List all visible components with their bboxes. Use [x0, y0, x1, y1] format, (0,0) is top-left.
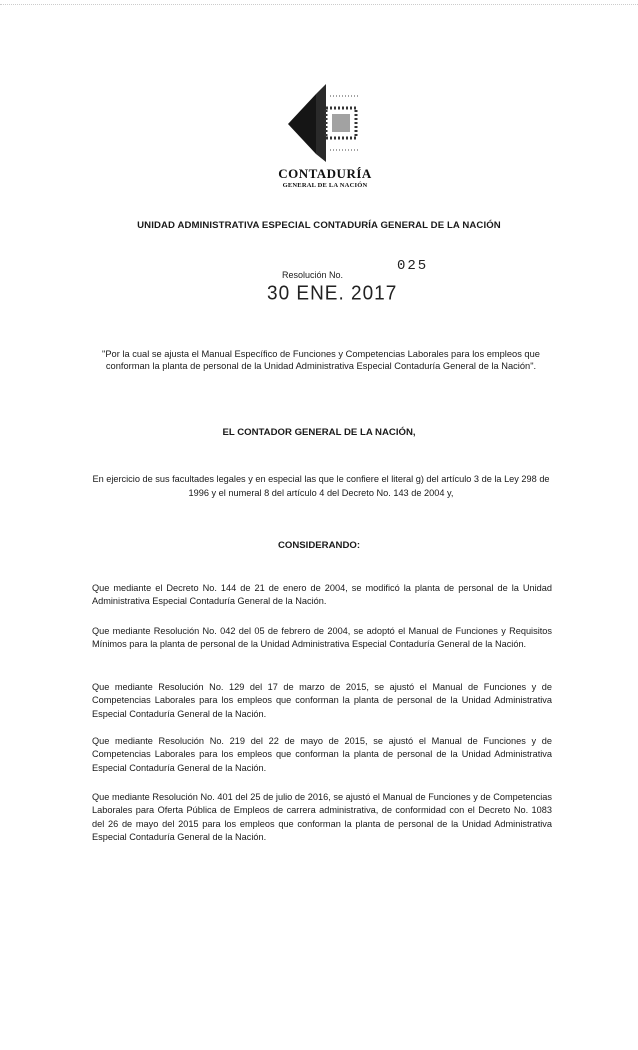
entity-title: UNIDAD ADMINISTRATIVA ESPECIAL CONTADURÍA GENERAL DE LA NACIÓN	[137, 220, 501, 231]
logo-wordmark: CONTADURÍA	[278, 166, 372, 181]
institution-logo	[270, 82, 380, 194]
considering-heading: CONSIDERANDO:	[277, 540, 361, 551]
considering-paragraph: Que mediante Resolución No. 042 del 05 de febrero de 2004, se adoptó el Manual de Funciones y Requisitos Mínimos para la planta de personal de la Unidad Administrativa Especial Contaduría General de la Nación.	[92, 626, 552, 650]
authority-heading: EL CONTADOR GENERAL DE LA NACIÓN,	[222, 427, 416, 438]
considering-paragraph: Que mediante Resolución No. 219 del 22 de mayo de 2015, se ajustó el Manual de Funciones y de Competencias Laborales para los empleos que conforman la planta de personal de la Unidad Administrativa Especial Contaduría General de la Nación.	[92, 736, 552, 773]
resolution-label: Resolución No.	[282, 270, 344, 280]
contaduria-emblem-icon	[282, 82, 368, 164]
resolution-date-stamp: 30 ENE. 2017	[267, 282, 398, 305]
considering-paragraph: Que mediante el Decreto No. 144 de 21 de enero de 2004, se modificó la planta de personal de la Unidad Administrativa Especial Contaduría General de la Nación.	[92, 583, 552, 607]
resolution-subject: "Por la cual se ajusta el Manual Específico de Funciones y Competencias Laborales para los empleos que conforman la planta de personal de la Unidad Administrativa Especial Contaduría General de la Nación".	[102, 349, 540, 372]
preamble-text: En ejercicio de sus facultades legales y en especial las que le confiere el literal g) del artículo 3 de la Ley 298 de 1996 y el numeral 8 del artículo 4 del Decreto No. 143 de 2004 y,	[92, 474, 550, 498]
scan-edge-line	[0, 4, 638, 6]
considering-paragraph: Que mediante Resolución No. 129 del 17 de marzo de 2015, se ajustó el Manual de Funciones y de Competencias Laborales para los empleos que conforman la planta de personal de la Unidad Administrativa Especial Contaduría General de la Nación.	[92, 682, 552, 719]
logo-subtitle: GENERAL DE LA NACIÓN	[282, 182, 368, 189]
resolution-number: 025	[397, 258, 429, 274]
considering-paragraph: Que mediante Resolución No. 401 del 25 de julio de 2016, se ajustó el Manual de Funciones y de Competencias Laborales para Oferta Pública de Empleos de carrera administrativa, de conformidad con el Decreto No. 1083 del 26 de mayo del 2015 para los empleos que conforman la planta de personal de la Unidad Administrativa Especial Contaduría General de la Nación.	[92, 792, 552, 843]
